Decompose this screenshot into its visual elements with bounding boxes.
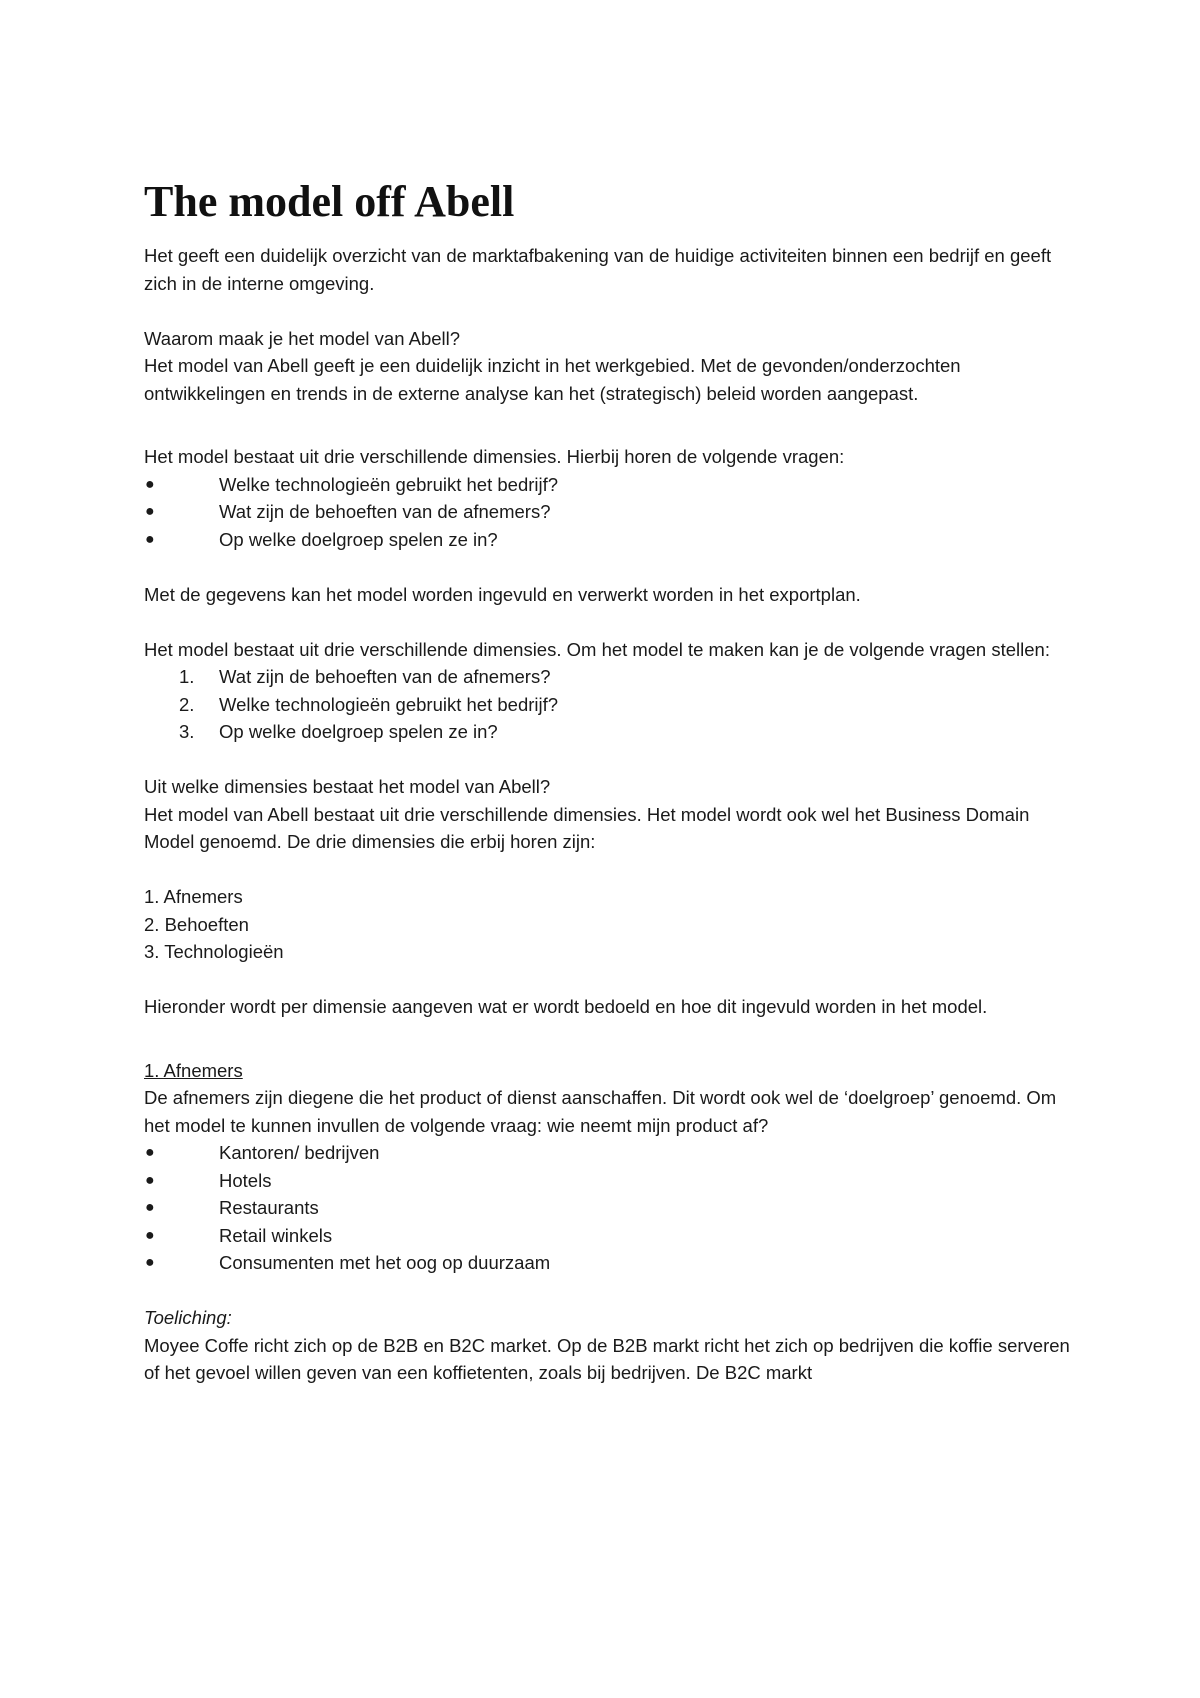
dimensions-intro-2: Het model bestaat uit drie verschillende dimensies. Om het model te maken kan je de volgende vragen stellen: bbox=[144, 638, 1050, 660]
questions-bullet-list bbox=[144, 471, 1074, 554]
why-answer: Het model van Abell geeft je een duidelijk inzicht in het werkgebied. Met de gevonden/onderzochten ontwikkelingen en trends in de externe analyse kan het (strategisch) beleid worden aangepast. bbox=[144, 355, 961, 404]
why-question: Waarom maak je het model van Abell? bbox=[144, 327, 461, 349]
list-item bbox=[144, 718, 1074, 746]
bullet-icon: ● bbox=[145, 1226, 155, 1244]
list-number: 3. bbox=[179, 721, 195, 742]
bullet-icon: ● bbox=[145, 475, 155, 493]
list-item-text: Op welke doelgroep spelen ze in? bbox=[219, 528, 498, 550]
intro-paragraph: Het geeft een duidelijk overzicht van de marktafbakening van de huidige activiteiten binnen een bedrijf en geeft zich in de interne omgeving. bbox=[144, 245, 1052, 294]
list-item-text: Restaurants bbox=[219, 1197, 319, 1218]
explanation-text: Moyee Coffe richt zich op de B2B en B2C market. Op de B2B markt richt het zich op bedrijven die koffie serveren of het gevoel willen geven van een koffietenten, zoals bij bedrijven. De B2C markt bbox=[144, 1334, 1070, 1383]
list-number: 1. bbox=[179, 666, 195, 687]
dimensions-intro: Het model bestaat uit drie verschillende dimensies. Hierbij horen de volgende vragen: bbox=[144, 446, 845, 467]
bullet-icon: ● bbox=[145, 1171, 155, 1189]
list-item bbox=[144, 498, 1074, 526]
list-item bbox=[144, 663, 1074, 691]
bullet-icon: ● bbox=[145, 1254, 155, 1271]
bullet-icon: ● bbox=[145, 503, 155, 520]
dimensions-list bbox=[144, 883, 1074, 966]
document-title: The model off Abell bbox=[144, 177, 515, 226]
dimension-item: 1. Afnemers bbox=[144, 886, 243, 907]
explanation-label: Toeliching: bbox=[144, 1307, 232, 1328]
list-item-text: Consumenten met het oog op duurzaam bbox=[219, 1252, 551, 1273]
per-dimension-paragraph: Hieronder wordt per dimensie aangeven wat er wordt bedoeld en hoe dit ingevuld worden in het model. bbox=[144, 996, 988, 1017]
bullet-icon: ● bbox=[145, 1144, 155, 1161]
list-item-text: Retail winkels bbox=[219, 1224, 333, 1246]
which-question: Uit welke dimensies bestaat het model van Abell? bbox=[144, 776, 551, 797]
which-answer: Het model van Abell bestaat uit drie verschillende dimensies. Het model wordt ook wel het Business Domain Model genoemd. De drie dimensies die erbij horen zijn: bbox=[144, 803, 1030, 852]
list-item bbox=[144, 1167, 1074, 1195]
bullet-icon: ● bbox=[145, 530, 155, 548]
list-item bbox=[144, 1249, 1074, 1277]
list-item bbox=[144, 1222, 1074, 1250]
list-item-text: Welke technologieën gebruikt het bedrijf? bbox=[219, 473, 559, 495]
list-item-text: Op welke doelgroep spelen ze in? bbox=[219, 721, 498, 742]
list-item bbox=[144, 1139, 1074, 1167]
list-item-text: Hotels bbox=[219, 1169, 272, 1191]
data-sentence: Met de gegevens kan het model worden ingevuld en verwerkt worden in het exportplan. bbox=[144, 583, 861, 605]
list-item bbox=[144, 471, 1074, 499]
bullet-icon: ● bbox=[145, 1199, 155, 1216]
list-item bbox=[144, 1194, 1074, 1222]
numbered-questions-list bbox=[144, 663, 1074, 746]
list-item bbox=[144, 691, 1074, 719]
list-item-text: Wat zijn de behoeften van de afnemers? bbox=[219, 501, 551, 522]
list-item bbox=[144, 526, 1074, 554]
list-number: 2. bbox=[179, 693, 195, 715]
list-item-text: Welke technologieën gebruikt het bedrijf? bbox=[219, 693, 559, 715]
section-afnemers-heading: 1. Afnemers bbox=[144, 1059, 243, 1081]
dimension-item: 3. Technologieën bbox=[144, 941, 284, 962]
customers-bullet-list bbox=[144, 1139, 1074, 1277]
dimension-item: 2. Behoeften bbox=[144, 913, 249, 935]
document-content bbox=[144, 176, 1074, 1387]
list-item-text: Kantoren/ bedrijven bbox=[219, 1142, 380, 1163]
section-afnemers-text: De afnemers zijn diegene die het product of dienst aanschaffen. Dit wordt ook wel de ‘doelgroep’ genoemd. Om het model te kunnen invullen de volgende vraag: wie neemt mijn product af? bbox=[144, 1087, 1057, 1136]
list-item-text: Wat zijn de behoeften van de afnemers? bbox=[219, 666, 551, 687]
